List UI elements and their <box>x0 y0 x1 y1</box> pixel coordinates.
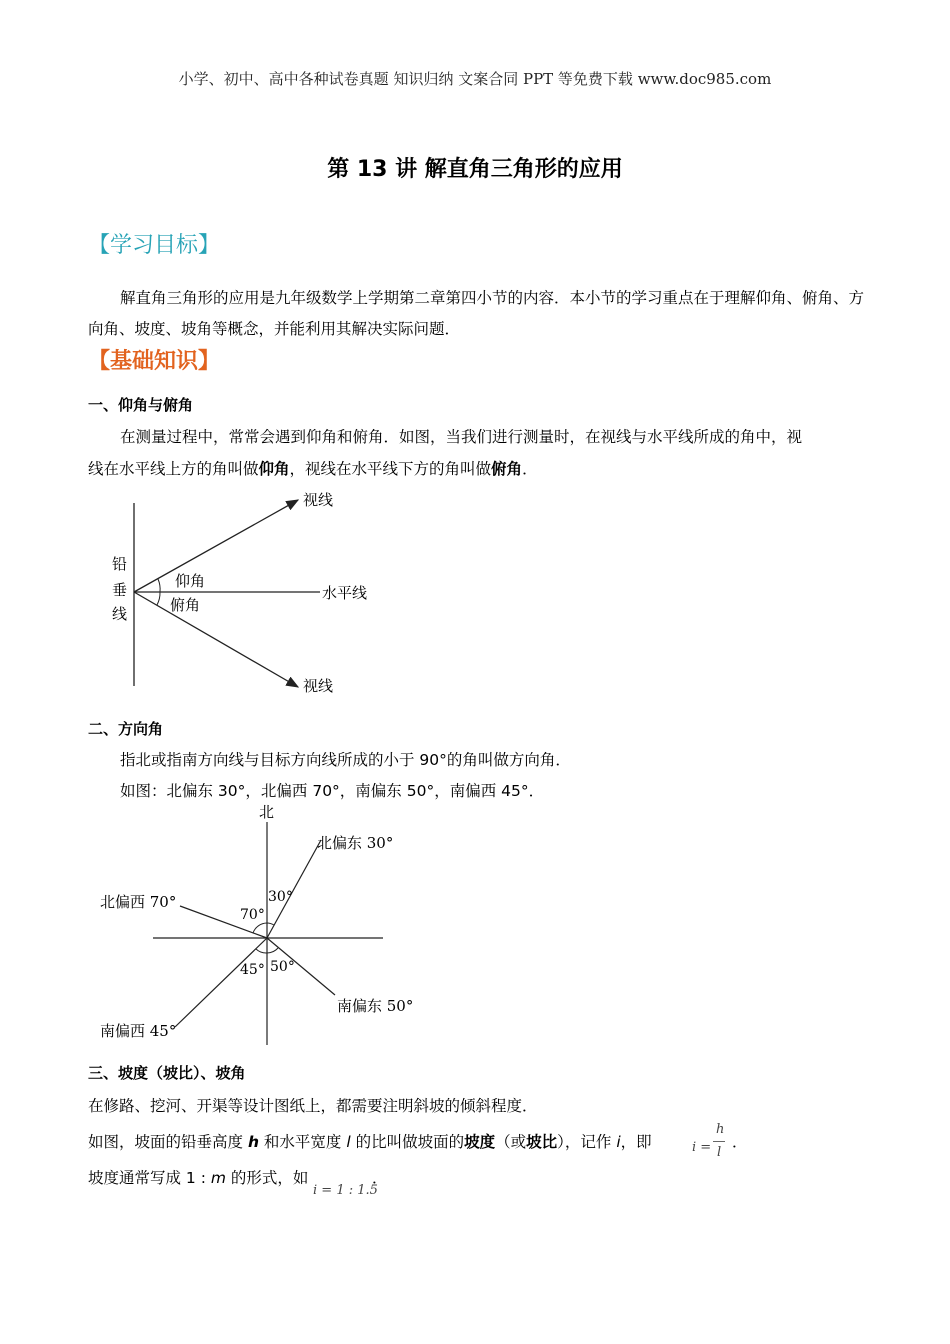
part2-heading: 二、方向角 <box>88 720 164 738</box>
formula-lhs: i = <box>692 1140 712 1155</box>
page-header: 小学、初中、高中各种试卷真题 知识归纳 文案合同 PPT 等免费下载 www.doc985.com <box>178 70 772 88</box>
part3-text-b3: 的比叫做坡面的 <box>350 1133 465 1151</box>
depression-arc <box>157 592 160 605</box>
depression-label: 俯角 <box>170 596 201 614</box>
var-h: h <box>247 1133 259 1151</box>
sight-line-down <box>134 592 298 687</box>
angle-45-label: 45° <box>240 962 265 978</box>
part1-text-b3: ． <box>522 460 538 478</box>
vertical-label-3: 线 <box>112 605 128 623</box>
elevation-arc <box>158 579 160 592</box>
nw-label: 北偏西 70° <box>100 893 177 911</box>
horizontal-label: 水平线 <box>322 584 368 602</box>
angle-30-label: 30° <box>268 889 293 905</box>
arc-50 <box>267 948 278 953</box>
vertical-label-2: 垂 <box>112 581 128 599</box>
part3-text-c <box>88 1166 308 1188</box>
part1-text-b <box>88 457 538 479</box>
part3-text-b5: ），记作 <box>557 1133 617 1151</box>
sight-line-up <box>134 500 298 592</box>
formula-numerator: h <box>716 1122 725 1137</box>
example-end: ． <box>372 1169 388 1187</box>
part3-text-b6: ，即 <box>620 1133 652 1151</box>
angle-50-label: 50° <box>270 959 295 975</box>
part3-heading: 三、坡度（坡比）、坡角 <box>88 1064 246 1082</box>
arc-45 <box>256 949 267 953</box>
term-depression: 俯角 <box>491 460 523 478</box>
var-m: m <box>210 1169 226 1187</box>
part3-text-c2: 的形式，如 <box>225 1169 309 1187</box>
direction-angle-diagram <box>95 800 435 1050</box>
var-i: i <box>616 1133 621 1151</box>
formula-denominator: l <box>717 1145 722 1160</box>
var-l: l <box>346 1133 351 1151</box>
ne-label: 北偏东 30° <box>317 834 394 852</box>
part3-text-b2: 和水平宽度 <box>258 1133 347 1151</box>
angle-70-label: 70° <box>240 907 265 923</box>
north-label: 北 <box>259 803 275 821</box>
elevation-label: 仰角 <box>175 572 206 590</box>
formula-end: ． <box>732 1133 748 1151</box>
part1-text-b2: ，视线在水平线下方的角叫做 <box>289 460 492 478</box>
part1-text-a: 在测量过程中，常常会遇到仰角和俯角．如图，当我们进行测量时，在视线与水平线所成的角中，视 <box>120 428 803 446</box>
arc-30 <box>267 923 274 925</box>
term-slope: 坡度 <box>464 1133 496 1151</box>
vertical-label-1: 铅 <box>112 555 128 573</box>
learning-goals-heading: 【学习目标】 <box>88 233 221 258</box>
part3-text-b <box>88 1130 652 1152</box>
elevation-depression-diagram <box>100 485 400 700</box>
part3-text-b4: （或 <box>495 1133 527 1151</box>
part1-text-b1: 线在水平线上方的角叫做 <box>88 460 259 478</box>
fraction-bar <box>713 1141 725 1142</box>
page-title: 第 13 讲 解直角三角形的应用 <box>327 157 623 182</box>
sight-bottom-label: 视线 <box>303 677 334 695</box>
part3-text-c1: 坡度通常写成 1 : <box>88 1169 211 1187</box>
part3-text-b1: 如图，坡面的铅垂高度 <box>88 1133 248 1151</box>
se-label: 南偏东 50° <box>337 997 414 1015</box>
basic-knowledge-heading: 【基础知识】 <box>88 349 221 374</box>
part1-heading: 一、仰角与俯角 <box>88 396 194 414</box>
sight-top-label: 视线 <box>303 491 334 509</box>
part2-text-a: 指北或指南方向线与目标方向线所成的小于 90°的角叫做方向角． <box>120 751 571 769</box>
example-formula: i = 1 : 1.5 <box>313 1183 378 1198</box>
learning-goals-text: 解直角三角形的应用是九年级数学上学期第二章第四小节的内容．本小节的学习重点在于理解仰角、俯角、方向角、坡度、坡角等概念，并能利用其解决实际问题． <box>88 289 865 338</box>
sw-label: 南偏西 45° <box>100 1022 177 1040</box>
arc-70 <box>253 923 267 933</box>
term-ratio: 坡比 <box>526 1133 558 1151</box>
part3-text-a: 在修路、挖河、开渠等设计图纸上，都需要注明斜坡的倾斜程度． <box>88 1097 538 1115</box>
part2-text-b: 如图：北偏东 30°，北偏西 70°，南偏东 50°，南偏西 45°． <box>120 782 545 800</box>
term-elevation: 仰角 <box>258 460 290 478</box>
sw-line <box>175 938 267 1027</box>
